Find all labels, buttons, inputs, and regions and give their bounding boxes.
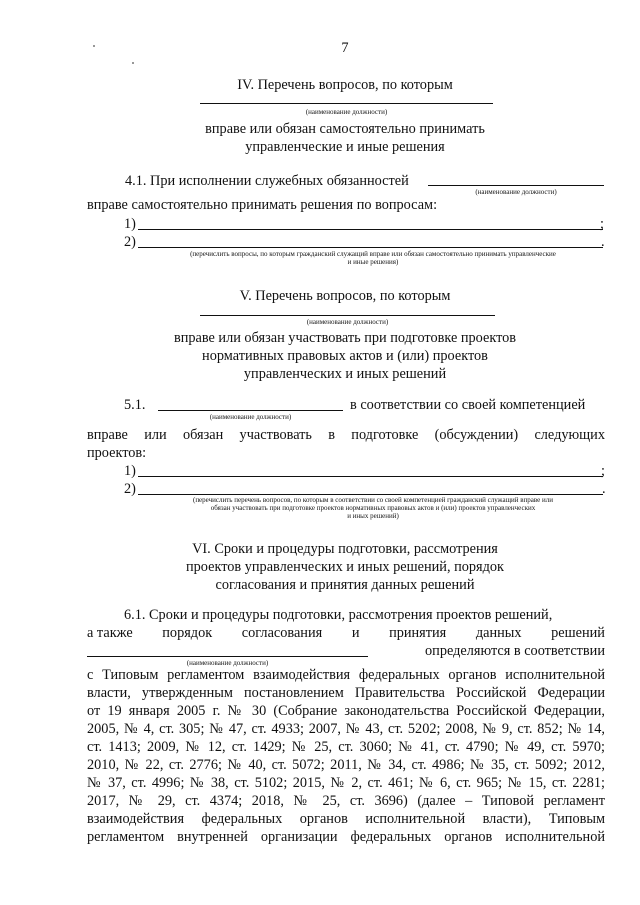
answer-blank-line: [138, 247, 603, 248]
hint-note-line2: обязан участвовать при подготовке проектов нормативных правовых актов и (или) проектов управленческих: [210, 504, 536, 512]
answer-blank-line: [138, 476, 603, 477]
item-number: 1): [124, 463, 136, 479]
page-number: 7: [341, 40, 349, 56]
body-line: 2010, № 22, ст. 2776; № 40, ст. 5072; 2011, № 34, ст. 4986; № 35, ст. 5092; 2012,: [87, 757, 605, 773]
section-4-heading: IV. Перечень вопросов, по которым: [237, 77, 453, 93]
body-line: регламентом внутренней организации федеральных органов исполнительной: [87, 829, 605, 845]
word: и: [351, 625, 360, 641]
position-blank-line: [428, 185, 604, 186]
body-line: власти, утвержденным постановлением Правительства Российской Федерации: [87, 685, 605, 701]
paragraph-4-1: 4.1. При исполнении служебных обязанностей: [125, 173, 409, 189]
section-5-heading: V. Перечень вопросов, по которым: [239, 288, 451, 304]
position-hint: (наименование должности): [186, 659, 269, 667]
answer-blank-line: [138, 494, 603, 495]
paragraph-5-1-line3: проектов:: [87, 445, 147, 461]
word: вправе: [87, 427, 128, 443]
word: следующих: [534, 427, 605, 443]
paragraph-5-1-number: 5.1.: [124, 397, 146, 413]
hint-note-line3: и иных решений): [347, 512, 399, 520]
hint-note-line2: и иные решения): [347, 258, 399, 266]
section-4-heading-line2: вправе или обязан самостоятельно принимать: [205, 121, 485, 137]
word: подготовке: [351, 427, 419, 443]
paragraph-4-1-line2: вправе самостоятельно принимать решения по вопросам:: [87, 197, 438, 213]
word: данных: [475, 625, 522, 641]
scan-speck: [132, 62, 134, 64]
paragraph-5-1-line2: [87, 426, 605, 444]
word: а также: [87, 625, 133, 641]
word: обязан: [182, 427, 224, 443]
body-line: 2017, № 29, ст. 4374; 2018, № 25, ст. 3696) (далее – Типовой регламент: [87, 793, 605, 809]
section-6-heading-line1: VI. Сроки и процедуры подготовки, рассмотрения: [192, 541, 498, 557]
section-4-heading-line3: управленческие и иные решения: [245, 139, 445, 155]
word: принятия: [389, 625, 447, 641]
position-blank-line: [200, 315, 495, 316]
section-5-heading-line2: вправе или обязан участвовать при подготовке проектов: [173, 330, 517, 346]
body-line: № 37, ст. 4996; № 38, ст. 5102; 2015, № 2, ст. 461; № 6, ст. 965; № 15, ст. 2281;: [87, 775, 605, 791]
body-line: 2005, № 4, ст. 305; № 47, ст. 4933; 2007, № 43, ст. 5202; 2008, № 9, ст. 852; № 14,: [87, 721, 605, 737]
section-6-heading-line2: проектов управленческих и иных решений, порядок: [185, 559, 504, 575]
body-line: взаимодействия федеральных органов исполнительной власти), Типовым: [87, 811, 605, 827]
word: порядок: [162, 625, 213, 641]
position-blank-line: [200, 103, 493, 104]
position-hint: (наименование должности): [475, 188, 557, 196]
body-line: от 19 января 2005 г. № 30 (Собрание законодательства Российской Федерации,: [87, 703, 605, 719]
item-number: 1): [124, 216, 136, 232]
paragraph-5-1-tail: в соответствии со своей компетенцией: [350, 397, 586, 413]
position-hint: (наименование должности): [306, 318, 389, 326]
hint-note-line1: (перечислить вопросы, по которым гражданский служащий вправе или обязан самостоятельно принимать управленческие: [190, 250, 556, 258]
word: в: [328, 427, 335, 443]
word: участвовать: [239, 427, 312, 443]
item-terminator: ;: [601, 463, 605, 479]
paragraph-6-1-line3-tail: определяются в соответствии: [425, 643, 605, 659]
item-number: 2): [124, 234, 136, 250]
answer-blank-line: [138, 229, 603, 230]
item-number: 2): [124, 481, 136, 497]
item-terminator: ;: [600, 216, 604, 232]
paragraph-6-1-line1: 6.1. Сроки и процедуры подготовки, рассмотрения проектов решений,: [124, 607, 553, 623]
item-terminator: .: [602, 481, 606, 497]
section-5-heading-line4: управленческих и иных решений: [243, 366, 447, 382]
hint-note-line1: (перечислить перечень вопросов, по которым в соответствии со своей компетенцией гражданский служащий вправе или: [192, 496, 554, 504]
body-line: с Типовым регламентом взаимодействия федеральных органов исполнительной: [87, 667, 605, 683]
paragraph-6-1-line2: [87, 624, 605, 642]
section-5-heading-line3: нормативных правовых актов и (или) проектов: [202, 348, 488, 364]
position-blank-line: [87, 656, 368, 657]
paragraph-6-1-body: [87, 666, 605, 846]
word: решений: [551, 625, 605, 641]
body-line: ст. 1413; 2009, № 12, ст. 1429; № 25, ст. 3060; № 41, ст. 4790; № 49, ст. 5970;: [87, 739, 605, 755]
item-terminator: .: [601, 234, 605, 250]
word: или: [144, 427, 167, 443]
word: (обсуждении): [434, 427, 519, 443]
position-hint: (наименование должности): [305, 108, 388, 116]
section-6-heading-line3: согласования и принятия данных решений: [215, 577, 475, 593]
position-blank-line: [158, 410, 343, 411]
word: согласования: [241, 625, 323, 641]
position-hint: (наименование должности): [209, 413, 292, 421]
